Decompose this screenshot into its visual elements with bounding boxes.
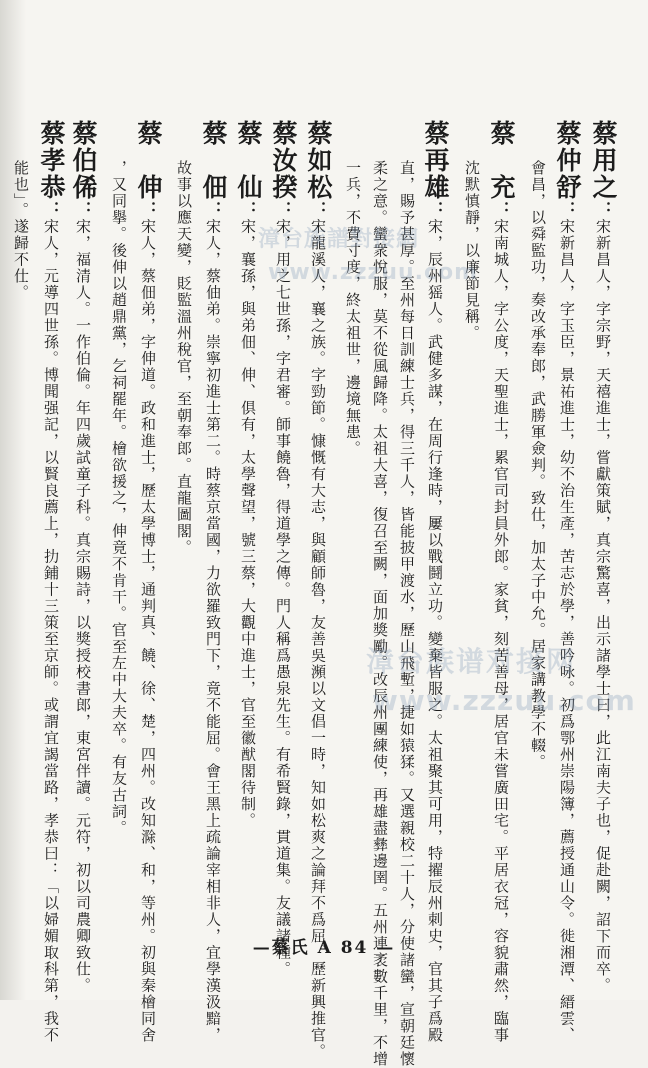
entry-separator: ： xyxy=(309,201,328,219)
entry-column xyxy=(134,120,163,1044)
entry-heading: 蔡再雄 xyxy=(421,120,450,201)
entry-column xyxy=(553,120,582,1044)
entry-continuation xyxy=(461,160,483,342)
entry-text: 宋人，蔡伷弟。崇寧初進士第二。時蔡京當國，力欲羅致門下，竟不能屈。會王黑上疏論宰相非人，宜學漢汲黯， xyxy=(204,218,222,1044)
entry-text: 宋，辰州猺人。武健多謀，在周行逢時，屢以戰鬪立功。變棄皆服之。太祖聚其可用，特擢辰州刺史，官其子爲殿 xyxy=(426,218,444,1044)
entry-text: 宋人，元導四世孫。博聞强記，以賢良薦上，扐鋪十三策至京師。或謂宜謁當路，孝恭曰：「以婦媚取科第，我不 xyxy=(42,218,60,1044)
entry-separator: ： xyxy=(42,201,61,219)
entry-text: 宋，襄孫，與弟佃、伸、俱有，太學聲望，號三蔡，大觀中進士，官至徽猷閣待制。 xyxy=(239,218,257,829)
entry-continuation xyxy=(10,160,32,301)
entry-continuation xyxy=(396,160,418,1068)
entry-column xyxy=(234,120,263,829)
entry-continuation xyxy=(108,160,130,837)
entry-column xyxy=(69,120,98,994)
entry-text: 宋龍溪人，襄之族。字勁節。慷慨有大志，與顧師魯，友善吳瀕以文倡一時，知如松爽之論拜不爲屈。歷新興推官。 xyxy=(309,218,327,1060)
entry-heading: 蔡汝揆 xyxy=(269,120,298,201)
entry-text: 故事以應天變，貶監溫州稅官，至朝奉郎。直龍圖閣。 xyxy=(175,160,193,556)
entry-column xyxy=(199,120,228,1044)
entry-separator: ： xyxy=(204,201,223,219)
binding-shadow xyxy=(0,0,26,1000)
entry-separator: ： xyxy=(426,201,445,219)
watermark-text: 漳台族譜對接網 xyxy=(258,227,420,252)
entry-column xyxy=(37,120,66,1044)
entry-separator: ： xyxy=(74,201,93,219)
entry-heading: 蔡 仙 xyxy=(234,120,263,201)
entry-separator: ： xyxy=(594,201,613,219)
entry-heading: 蔡 伸 xyxy=(134,120,163,201)
entry-text: 會昌，以舜監功，奏改承奉郎，武勝軍僉判。致仕，加太子中允。居家講教學不輟。 xyxy=(529,160,547,771)
entry-heading: 蔡仲舒 xyxy=(553,120,582,201)
entry-text: 宋，福清人。一作伯倫。年四歲試童子科。真宗賜詩，以獎授校書郎，東宮伴讀。元符，初以司農卿致仕。 xyxy=(74,218,92,994)
entry-continuation xyxy=(342,160,364,457)
watermark-text: 漳台族谱对接网 xyxy=(366,645,577,678)
entry-text: 能也」。遂歸不仕。 xyxy=(12,160,30,301)
entry-heading: 蔡孝恭 xyxy=(37,120,66,201)
entry-heading: 蔡 佃 xyxy=(199,120,228,201)
page-number: —蔡氏 A 84 — xyxy=(252,938,396,958)
entry-text: 宋人，蔡佃弟，字伸道。政和進士，歷太學博士，通判真、饒、徐、楚，四州。改知滁、和，等州。初與秦檜同舍 xyxy=(139,218,157,1044)
entry-heading: 蔡用之 xyxy=(589,120,618,201)
entry-text: 沈默慎靜，以廉節見稱。 xyxy=(463,160,481,342)
watermark-url: www.zzzuu.com xyxy=(372,684,636,717)
entry-text: 宋新昌人，字宗野，天禧進士，嘗獻策賦，真宗驚喜，出示諸學士曰，此江南夫子也，促赴闕，詔下而卒。 xyxy=(594,218,612,994)
entry-text: 宋南城人，字公度，天聖進士，累官司封員外郎。家貧，刻苦善母，居官未嘗廣田宅。平居衣冠，容貌肅然，臨事 xyxy=(492,218,510,1044)
entry-column xyxy=(421,120,450,1044)
entry-text: 宋，用之七世孫，字君審。師事饒魯，得道學之傳。門人稱爲愚泉先生。有希賢錄，貫道集。友議諸種。 xyxy=(274,218,292,978)
entry-column xyxy=(487,120,516,1044)
entry-continuation xyxy=(173,160,195,556)
entry-text: 柔之意。蠻衆悅服，莫不從風歸降。太祖大喜，復召至闕，面加獎勵。改辰州團練使，再雄盡彝邊圉。五州連袤數千里，不增 xyxy=(371,160,389,1068)
entry-heading: 蔡 充 xyxy=(487,120,516,201)
entry-continuation xyxy=(369,160,391,1068)
entry-text: 一兵，不費寸度，終太祖世，邊境無患。 xyxy=(344,160,362,457)
entry-separator: ： xyxy=(274,201,293,219)
entry-text: 直，賜予甚厚。至州每日訓練士兵，得三千人，皆能披甲渡水，歷山飛塹，捷如猿猱。又選親校二十人，分使諸蠻，宣朝廷懷 xyxy=(398,160,416,1068)
entry-text: ，又同擧。後伸以趙鼎黨，乞祠罷年。檜欲援之，伸竟不肯干。官至左中大夫卒。有友古詞。 xyxy=(110,160,128,837)
entry-separator: ： xyxy=(492,201,511,219)
entry-separator: ： xyxy=(558,201,577,219)
watermark-url: www.zzzuu.com xyxy=(268,260,479,285)
entry-text: 宋新昌人，字玉臣，景祐進士，幼不治生產，苦志於學，善吟咏。初爲鄂州崇陽簿，薦授通山令。徙湘潭、縉雲、 xyxy=(558,218,576,1044)
entry-column xyxy=(589,120,618,994)
entry-separator: ： xyxy=(139,201,158,219)
entry-heading: 蔡如松 xyxy=(304,120,333,201)
entry-heading: 蔡伯俙 xyxy=(69,120,98,201)
entry-separator: ： xyxy=(239,201,258,219)
